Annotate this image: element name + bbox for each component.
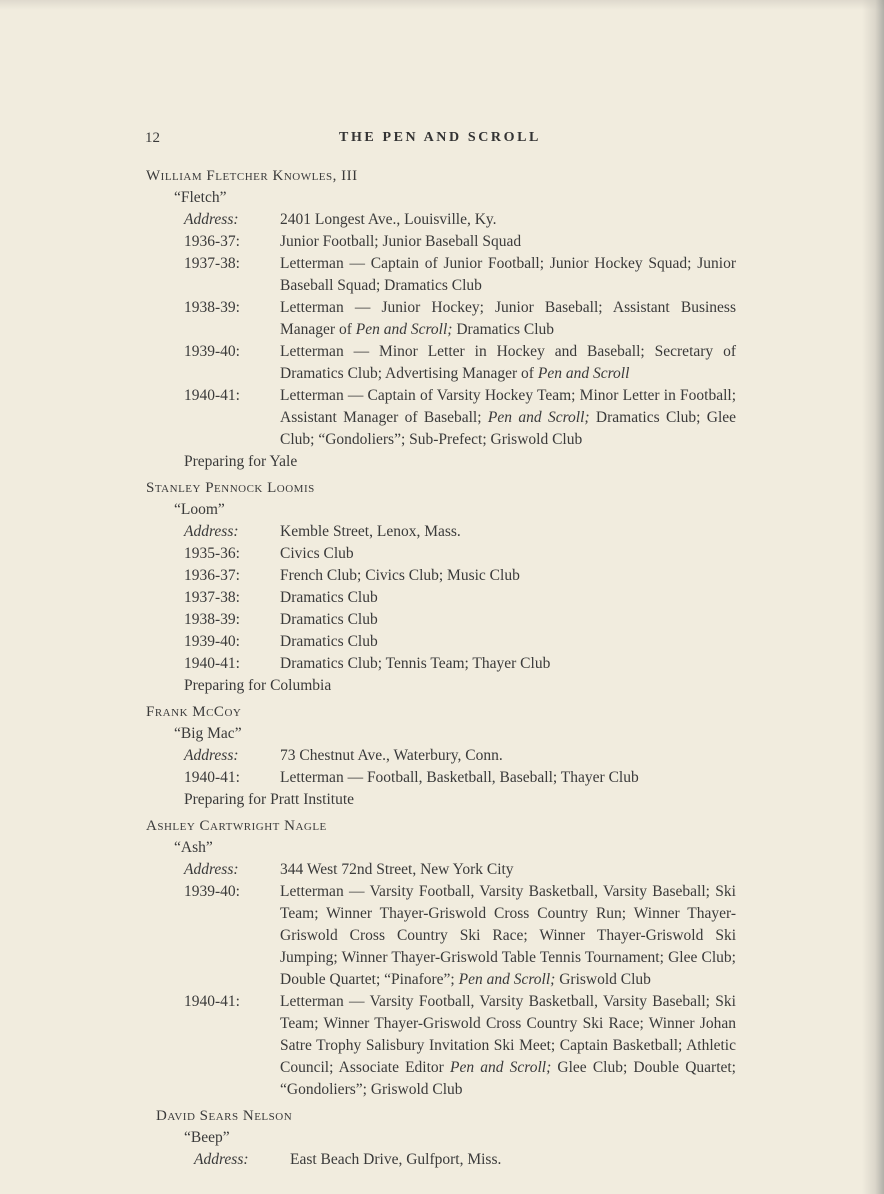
year-row (184, 565, 736, 587)
student-name: Ashley Cartwright Nagle (146, 818, 327, 834)
student-nickname: “Fletch” (174, 189, 227, 206)
year-label: 1938-39: (184, 299, 240, 316)
year-label: 1936-37: (184, 233, 240, 250)
year-activities: Letterman — Football, Basketball, Baseball; Thayer Club (280, 769, 639, 786)
year-label: 1939-40: (184, 883, 240, 900)
year-activities: Dramatics Club; Tennis Team; Thayer Club (280, 655, 551, 672)
address-text: 344 West 72nd Street, New York City (280, 861, 514, 878)
year-row (184, 991, 736, 1101)
year-label: 1940-41: (184, 655, 240, 672)
page-header (145, 130, 735, 150)
address-text: East Beach Drive, Gulfport, Miss. (290, 1151, 502, 1168)
year-row (184, 653, 736, 675)
year-row (184, 631, 736, 653)
address-label: Address: (184, 861, 239, 878)
year-row (184, 231, 736, 253)
entries-list (146, 165, 736, 1175)
student-entry (146, 815, 736, 1101)
address-label: Address: (194, 1151, 249, 1168)
year-activities: Dramatics Club (280, 611, 378, 628)
address-row (184, 859, 736, 881)
student-nickname: “Loom” (174, 501, 225, 518)
year-label: 1938-39: (184, 611, 240, 628)
student-name: David Sears Nelson (156, 1108, 293, 1124)
preparing-for: Preparing for Columbia (184, 677, 332, 694)
year-label: 1937-38: (184, 589, 240, 606)
student-name: Frank McCoy (146, 704, 242, 720)
student-entry (146, 477, 736, 697)
year-row (184, 767, 736, 789)
year-activities: French Club; Civics Club; Music Club (280, 567, 520, 584)
year-row (184, 543, 736, 565)
address-label: Address: (184, 523, 239, 540)
student-nickname: “Beep” (184, 1129, 230, 1146)
address-row (184, 209, 736, 231)
address-row (194, 1149, 736, 1171)
year-label: 1940-41: (184, 769, 240, 786)
year-activities: Dramatics Club (280, 589, 378, 606)
student-entry (146, 701, 736, 811)
year-row (184, 253, 736, 297)
year-activities: Letterman — Captain of Varsity Hockey Team; Minor Letter in Football; Assistant Manager of Baseball; Pen and Scroll; Dramatics Club; Glee Club; “Gondoliers”; Sub-Prefect; Griswold Club (280, 387, 737, 448)
student-entry (146, 165, 736, 473)
year-row (184, 587, 736, 609)
year-label: 1939-40: (184, 343, 240, 360)
year-row (184, 609, 736, 631)
year-activities: Junior Football; Junior Baseball Squad (280, 233, 522, 250)
address-row (184, 745, 736, 767)
year-row (184, 341, 736, 385)
year-label: 1937-38: (184, 255, 240, 272)
year-label: 1935-36: (184, 545, 240, 562)
page-edge-shadow (862, 0, 884, 1194)
year-activities: Letterman — Junior Hockey; Junior Baseball; Assistant Business Manager of Pen and Scroll; Dramatics Club (280, 299, 736, 338)
preparing-for: Preparing for Pratt Institute (184, 791, 355, 808)
student-entry (156, 1105, 736, 1171)
year-row (184, 385, 736, 451)
address-label: Address: (184, 211, 239, 228)
year-label: 1939-40: (184, 633, 240, 650)
running-title: THE PEN AND SCROLL (339, 130, 541, 145)
year-activities: Letterman — Varsity Football, Varsity Basketball, Varsity Baseball; Ski Team; Winner Thayer-Griswold Cross Country Run; Winner Thayer-Griswold Cross Country Ski Race; Winner Thayer-Griswold Ski Jumping; Winner Thayer-Griswold Table Tennis Tournament; Glee Club; Double Quartet; “Pinafore”; Pen and Scroll; Griswold Club (280, 883, 736, 988)
address-row (184, 521, 736, 543)
preparing-for: Preparing for Yale (184, 453, 298, 470)
year-label: 1940-41: (184, 387, 240, 404)
year-label: 1940-41: (184, 993, 240, 1010)
address-text: 2401 Longest Ave., Louisville, Ky. (280, 211, 497, 228)
year-activities: Dramatics Club (280, 633, 378, 650)
student-name: Stanley Pennock Loomis (146, 480, 315, 496)
year-label: 1936-37: (184, 567, 240, 584)
student-nickname: “Ash” (174, 839, 213, 856)
address-label: Address: (184, 747, 239, 764)
page-number: 12 (145, 130, 160, 146)
year-activities: Letterman — Varsity Football, Varsity Basketball, Varsity Baseball; Ski Team; Winner Thayer-Griswold Cross Country Ski Race; Winner Johan Satre Trophy Salisbury Invitation Ski Meet; Captain Basketball; Athletic Council; Associate Editor Pen and Scroll; Glee Club; Double Quartet; “Gondoliers”; Griswold Club (280, 993, 736, 1098)
year-activities: Civics Club (280, 545, 354, 562)
student-name: William Fletcher Knowles, III (146, 168, 358, 184)
year-activities: Letterman — Captain of Junior Football; Junior Hockey Squad; Junior Baseball Squad; Dramatics Club (280, 255, 736, 294)
address-text: Kemble Street, Lenox, Mass. (280, 523, 461, 540)
year-row (184, 881, 736, 991)
page-top-shadow (0, 0, 884, 10)
student-nickname: “Big Mac” (174, 725, 242, 742)
address-text: 73 Chestnut Ave., Waterbury, Conn. (280, 747, 503, 764)
year-row (184, 297, 736, 341)
year-activities: Letterman — Minor Letter in Hockey and Baseball; Secretary of Dramatics Club; Advertising Manager of Pen and Scroll (280, 343, 736, 382)
